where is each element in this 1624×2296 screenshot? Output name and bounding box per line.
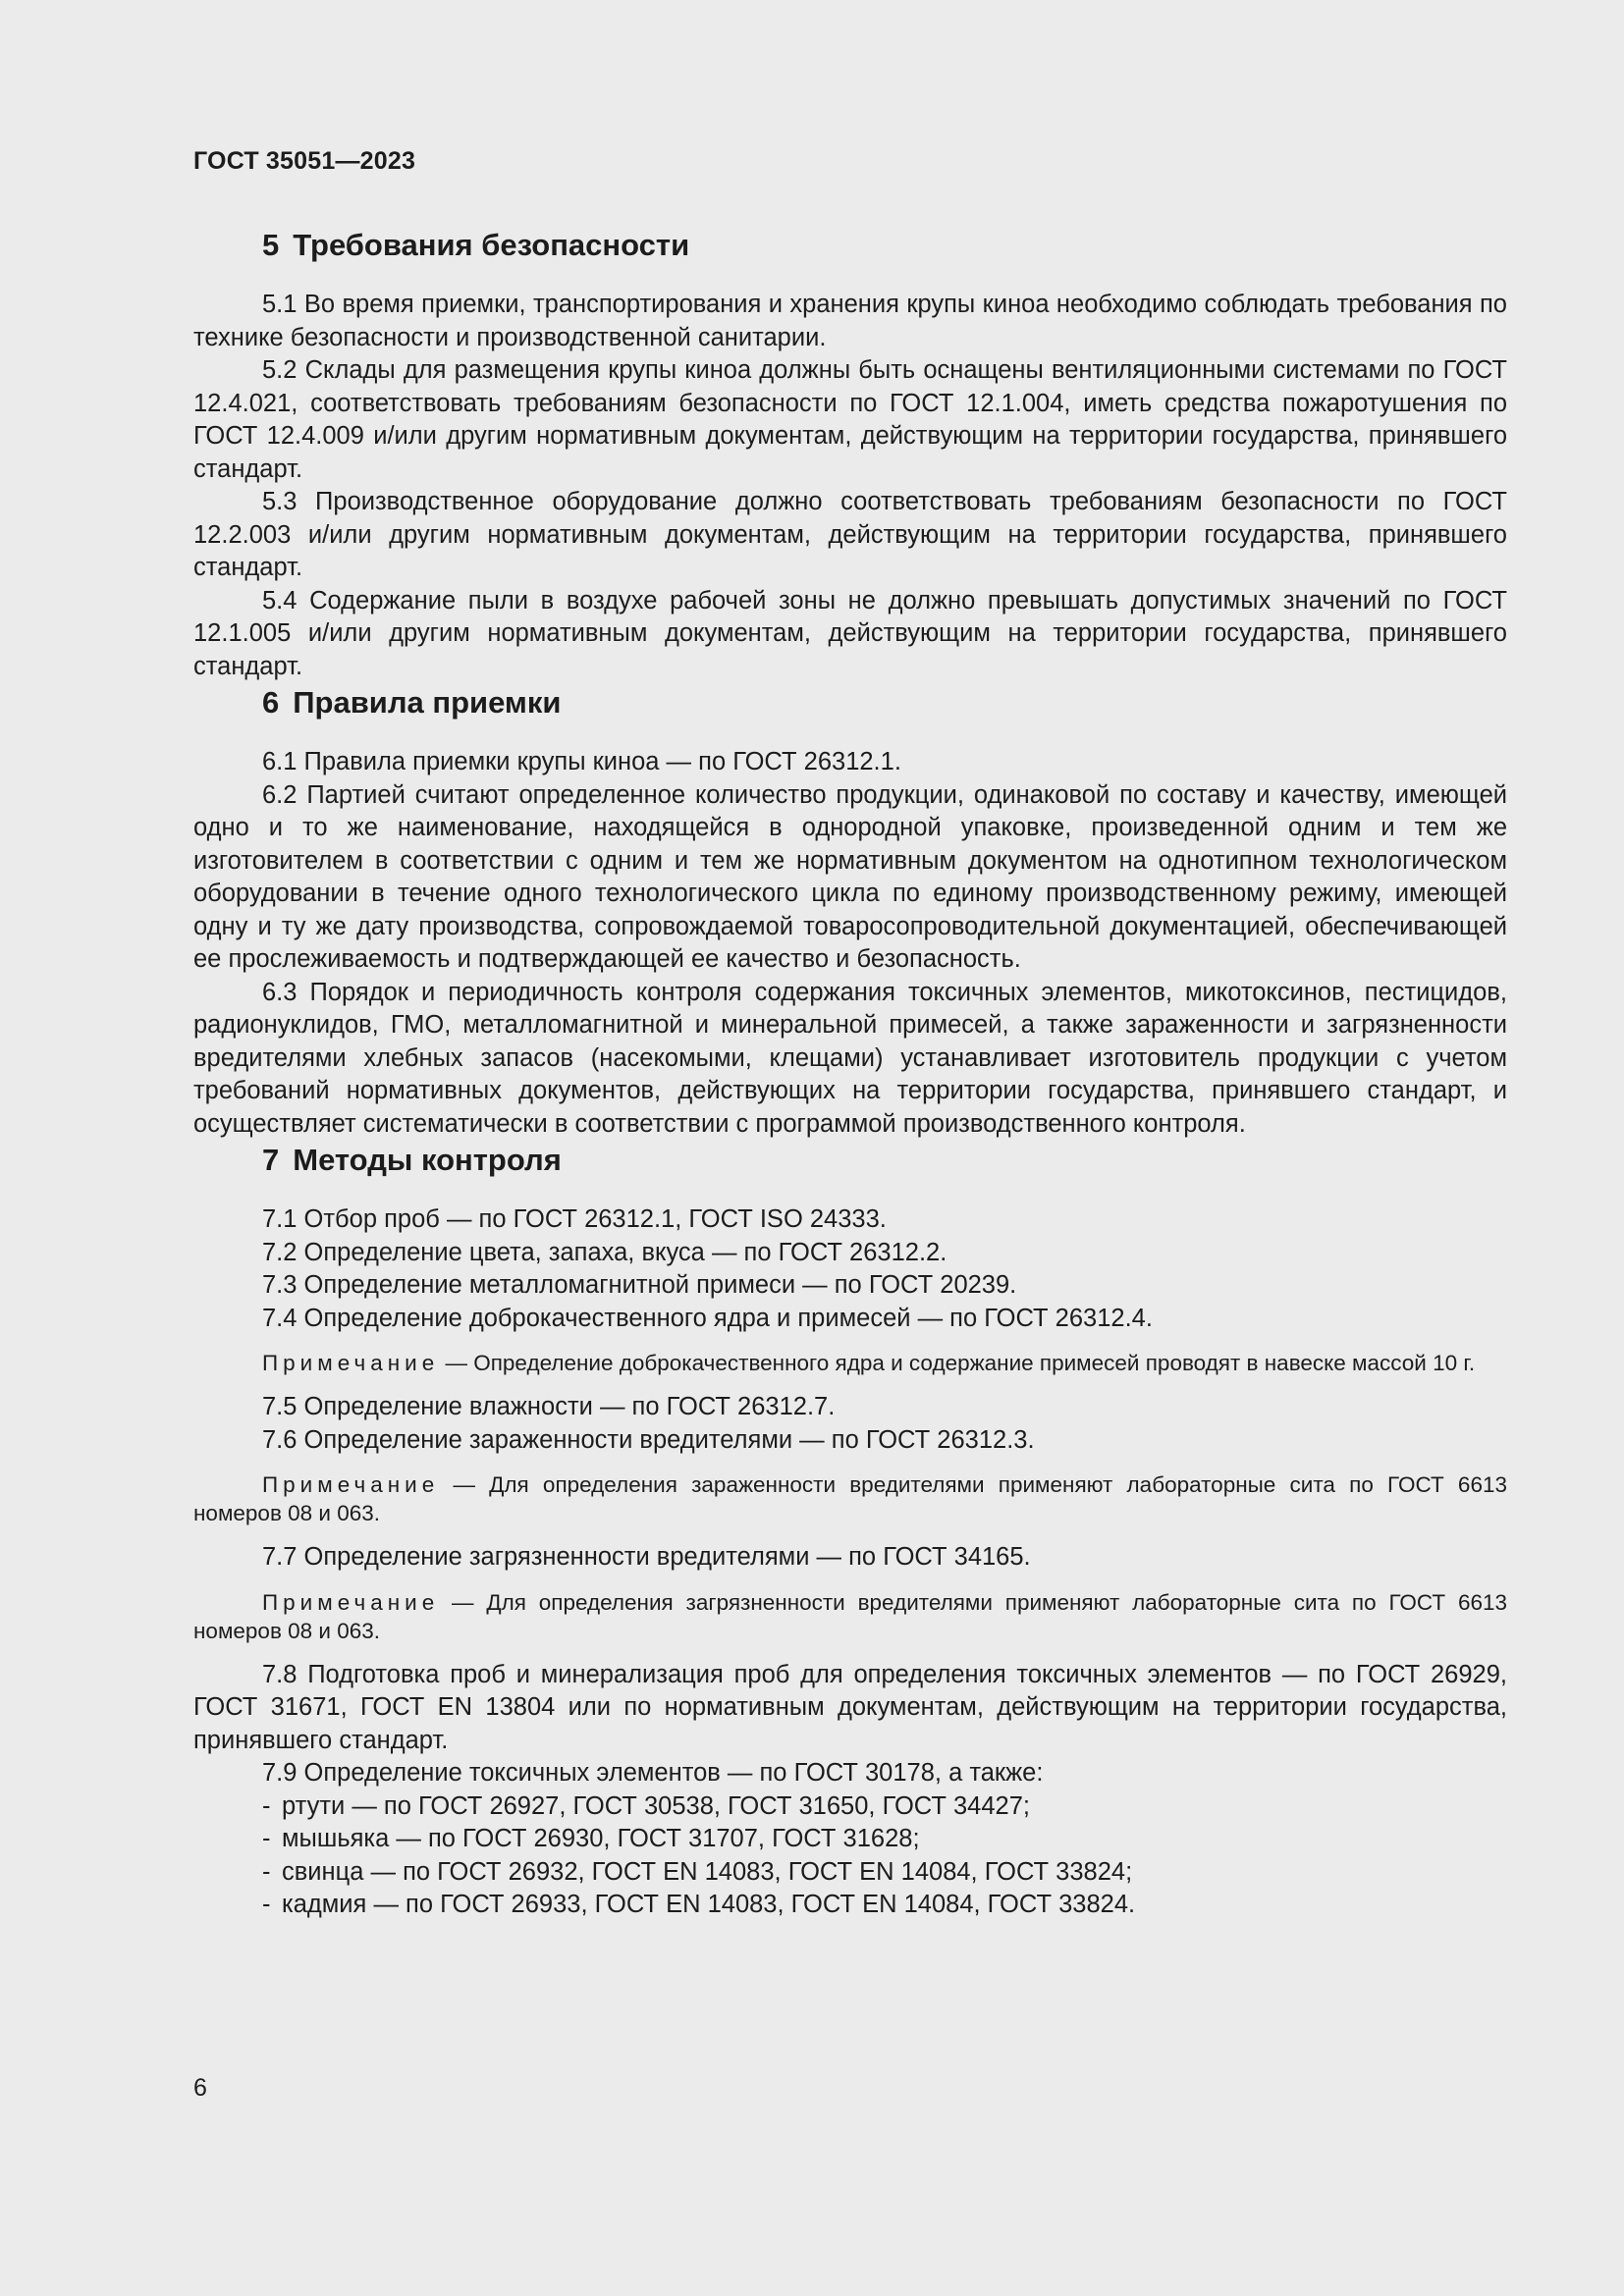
dash-item-text: свинца — по ГОСТ 26932, ГОСТ EN 14083, ГОСТ EN 14084, ГОСТ 33824;	[282, 1857, 1133, 1886]
paragraph-5-2: 5.2 Склады для размещения крупы киноа должны быть оснащены вентиляционными системами по ГОСТ 12.4.021, соответствовать требованиям безопасности по ГОСТ 12.1.004, иметь средства пожаротушения по ГОСТ 12.4.009 и/или другим нормативным документам, действующим на территории государства, принявшего стандарт.	[193, 356, 1507, 483]
section-7-title	[193, 1141, 1507, 1180]
paragraph-6-3: 6.3 Порядок и периодичность контроля содержания токсичных элементов, микотоксинов, пестицидов, радионуклидов, ГМО, металломагнитной и минеральной примесей, а также зараженности и загрязненности вредителями хлебных запасов (насекомыми, клещами) устанавливает изготовитель продукции с учетом требований нормативных документов, действующих на территории государства, принявшего стандарт, и осуществляет систематически в соответствии с программой производственного контроля.	[193, 978, 1507, 1138]
paragraph-7-8: 7.8 Подготовка проб и минерализация проб для определения токсичных элементов — по ГОСТ 26929, ГОСТ 31671, ГОСТ EN 13804 или по нормативным документам, действующим на территории государства, принявшего стандарт.	[193, 1660, 1507, 1754]
dash-item-text: ртути — по ГОСТ 26927, ГОСТ 30538, ГОСТ 31650, ГОСТ 34427;	[282, 1791, 1030, 1820]
section-heading: Методы контроля	[293, 1143, 562, 1177]
paragraph-5-4: 5.4 Содержание пыли в воздухе рабочей зоны не должно превышать допустимых значений по ГОСТ 12.1.005 и/или другим нормативным документам, действующим на территории государства, принявшего стандарт.	[193, 586, 1507, 680]
section-number: 6	[262, 685, 280, 720]
note-label: Примечание	[262, 1589, 440, 1615]
dash-item-arsenic: - мышьяка — по ГОСТ 26930, ГОСТ 31707, ГОСТ 31628;	[262, 1825, 920, 1852]
item-7-3: 7.3 Определение металломагнитной примеси — по ГОСТ 20239.	[262, 1271, 1017, 1299]
dash-item-cadmium: - кадмия — по ГОСТ 26933, ГОСТ EN 14083, ГОСТ EN 14084, ГОСТ 33824.	[262, 1891, 1136, 1918]
section-number: 5	[262, 228, 280, 262]
section-heading: Правила приемки	[293, 685, 562, 720]
dash-item-mercury: - ртути — по ГОСТ 26927, ГОСТ 30538, ГОСТ 31650, ГОСТ 34427;	[262, 1791, 1030, 1820]
paragraph-6-1: 6.1 Правила приемки крупы киноа — по ГОСТ 26312.1.	[262, 748, 901, 775]
dash-item-lead: - свинца — по ГОСТ 26932, ГОСТ EN 14083, ГОСТ EN 14084, ГОСТ 33824;	[262, 1857, 1133, 1886]
section-5-title	[193, 226, 1507, 265]
note-text: — Для определения зараженности вредителями применяют лабораторные сита по ГОСТ 6613 номеров 08 и 063.	[193, 1472, 1507, 1525]
note-label: Примечание	[262, 1472, 440, 1497]
item-7-2: 7.2 Определение цвета, запаха, вкуса — по ГОСТ 26312.2.	[262, 1238, 947, 1266]
item-7-1: 7.1 Отбор проб — по ГОСТ 26312.1, ГОСТ ISO 24333.	[262, 1205, 887, 1233]
dash-item-text: мышьяка — по ГОСТ 26930, ГОСТ 31707, ГОСТ 31628;	[282, 1825, 920, 1852]
note-text: — Для определения загрязненности вредителями применяют лабораторные сита по ГОСТ 6613 номеров 08 и 063.	[193, 1589, 1507, 1643]
page-number: 6	[193, 2074, 207, 2102]
note-2	[193, 1470, 1507, 1527]
paragraph-5-1: 5.1 Во время приемки, транспортирования и хранения крупы киноа необходимо соблюдать требования по технике безопасности и производственной санитарии.	[193, 291, 1507, 351]
paragraph-6-2: 6.2 Партией считают определенное количество продукции, одинаковой по составу и качеству, имеющей одно и то же наименование, находящейся в однородной упаковке, произведенной одним и тем же изготовителем в соответствии с одним и тем же нормативным документом на однотипном технологическом оборудовании в течение одного технологического цикла по единому производственному режиму, имеющей одну и ту же дату производства, сопровождаемой товаросопроводительной документацией, обеспечивающей ее прослеживаемость и подтверждающей ее качество и безопасность.	[193, 780, 1507, 973]
section-6-title	[193, 683, 1507, 722]
item-7-4: 7.4 Определение доброкачественного ядра и примесей — по ГОСТ 26312.4.	[262, 1304, 1153, 1332]
note-text: — Определение доброкачественного ядра и содержание примесей проводят в навеске массой 10 г.	[439, 1351, 1476, 1375]
item-7-6: 7.6 Определение зараженности вредителями — по ГОСТ 26312.3.	[262, 1425, 1035, 1454]
section-number: 7	[262, 1143, 280, 1177]
dash-item-text: кадмия — по ГОСТ 26933, ГОСТ EN 14083, ГОСТ EN 14084, ГОСТ 33824.	[282, 1891, 1136, 1918]
note-3	[193, 1588, 1507, 1645]
paragraph-5-3: 5.3 Производственное оборудование должно соответствовать требованиям безопасности по ГОСТ 12.2.003 и/или другим нормативным документам, действующим на территории государства, принявшего стандарт.	[193, 488, 1507, 581]
item-7-9: 7.9 Определение токсичных элементов — по ГОСТ 30178, а также:	[262, 1759, 1044, 1787]
section-heading: Требования безопасности	[293, 228, 690, 262]
note-label: Примечание	[262, 1351, 440, 1375]
note-1	[193, 1349, 1507, 1377]
item-7-5: 7.5 Определение влажности — по ГОСТ 26312.7.	[262, 1393, 836, 1420]
document-body	[193, 226, 1507, 1922]
item-7-7: 7.7 Определение загрязненности вредителями — по ГОСТ 34165.	[262, 1543, 1031, 1571]
document-id-header: ГОСТ 35051—2023	[193, 147, 416, 175]
